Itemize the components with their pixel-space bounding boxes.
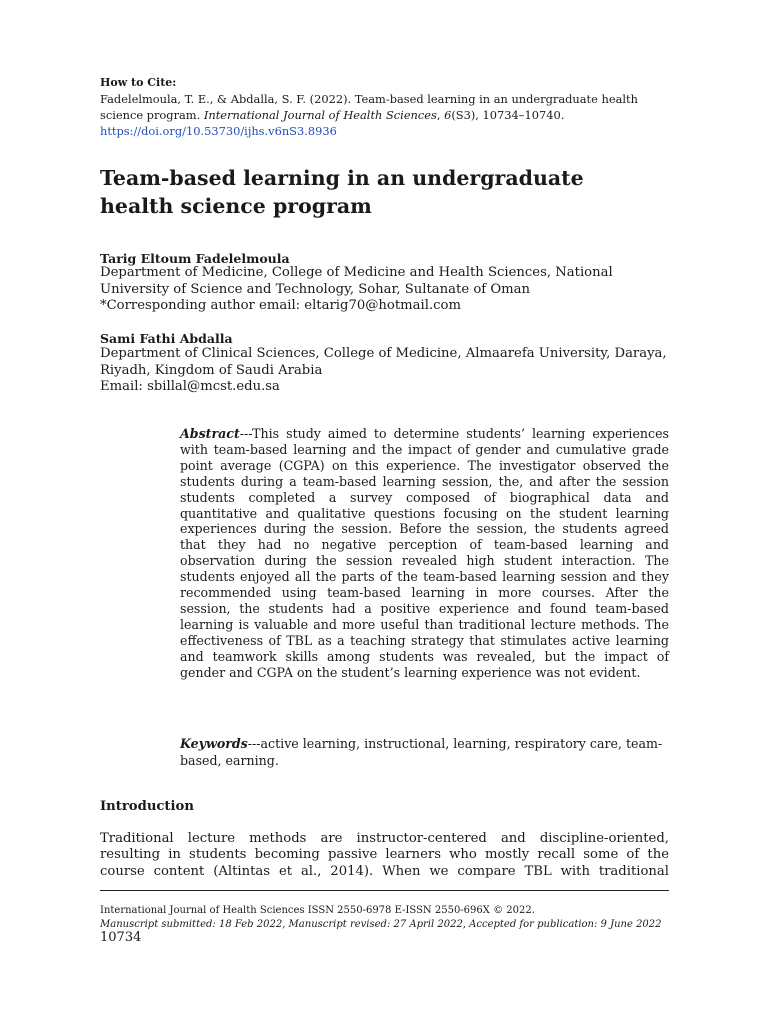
abstract (180, 426, 669, 681)
footer-manuscript-dates: Manuscript submitted: 18 Feb 2022, Manuscript revised: 27 April 2022, Accepted for publication: 9 June 2022 (100, 919, 662, 930)
page-number: 10734 (100, 930, 142, 945)
keywords-text: ---active learning, instructional, learning, respiratory care, team-based, earning. (180, 736, 663, 768)
citation-volume-separator: , (436, 108, 445, 122)
author-name: Tarig Eltoum Fadelelmoula (100, 251, 290, 266)
section-heading-introduction: Introduction (100, 799, 194, 814)
citation-doi-link[interactable]: https://doi.org/10.53730/ijhs.v6nS3.8936 (100, 124, 337, 138)
footer-divider (100, 890, 669, 891)
citation-authors-title: Fadelelmoula, T. E., & Abdalla, S. F. (2022). Team-based learning in an undergraduate health science program. (100, 92, 638, 122)
corresponding-email: *Corresponding author email: eltarig70@hotmail.com (100, 298, 461, 313)
abstract-label: Abstract (180, 426, 240, 441)
citation-issue-pages: (S3), 10734–10740. (451, 108, 565, 122)
page-footer (100, 904, 680, 932)
footer-journal-info: International Journal of Health Sciences ISSN 2550-6978 E-ISSN 2550-696X © 2022. (100, 905, 535, 916)
citation-volume: 6 (444, 108, 452, 122)
introduction-paragraph: Traditional lecture methods are instructor-centered and discipline-oriented, resulting in students becoming passive learners who mostly recall some of the course content (Altintas et al., 2014). When we compare TBL with traditional (100, 831, 669, 879)
abstract-text: ---This study aimed to determine students’ learning experiences with team-based learning and the impact of gender and cumulative grade point average (CGPA) on this experience. The investigator observed the students during a team-based learning session, the, and after the session students completed a survey composed of biographical data and quantitative and qualitative questions focusing on the student learning experiences during the session. Before the session, the students agreed that they had no negative perception of team-based learning and observation during the session revealed high student interaction. The students enjoyed all the parts of the team-based learning session and they recommended using team-based learning in more courses. After the session, the students had a positive experience and found team-based learning is valuable and more useful than traditional lecture methods. The effectiveness of TBL as a teaching strategy that stimulates active learning and teamwork skills among students was revealed, but the impact of gender and CGPA on the student’s learning experience was not evident. (180, 426, 669, 680)
keywords (180, 736, 669, 769)
affiliation-text: Department of Medicine, College of Medicine and Health Sciences, National University of Science and Technology, Sohar, Sultanate of Oman (100, 265, 613, 297)
how-to-cite-heading: How to Cite: (100, 76, 177, 89)
keywords-label: Keywords (180, 736, 248, 751)
affiliation-text: Department of Clinical Sciences, College of Medicine, Almaarefa University, Daraya, Riyadh, Kingdom of Saudi Arabia (100, 346, 667, 378)
citation-journal: International Journal of Health Sciences (203, 108, 437, 122)
author-affiliation (100, 265, 670, 315)
author-email: Email: sbillal@mcst.edu.sa (100, 379, 280, 394)
author-affiliation (100, 346, 670, 396)
author-name: Sami Fathi Abdalla (100, 331, 233, 346)
citation-block (100, 91, 660, 139)
paper-title: Team-based learning in an undergraduate health science program (100, 166, 584, 218)
